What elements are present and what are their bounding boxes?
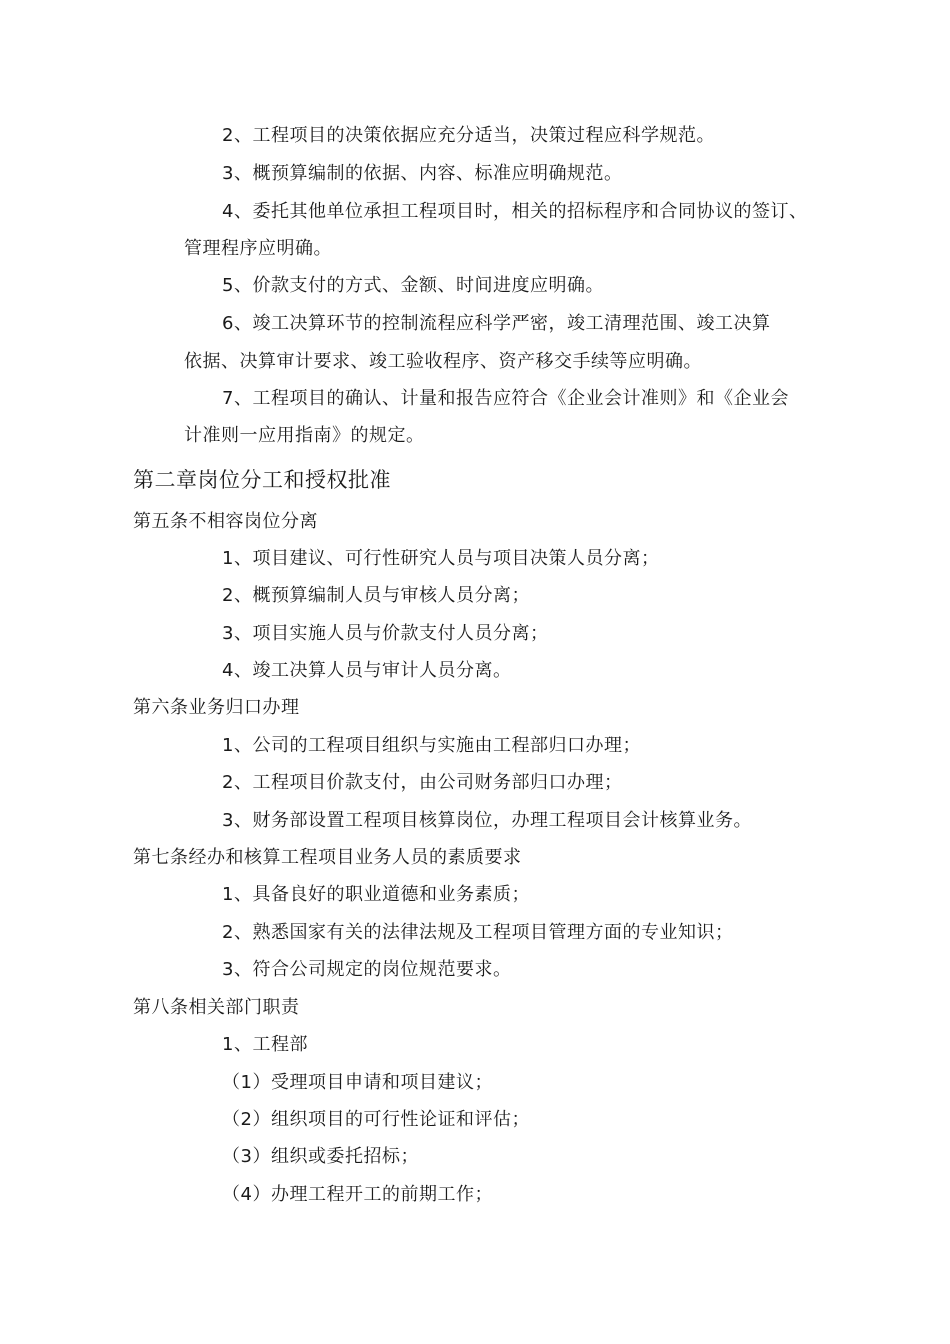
list-item-5: 5、价款支付的方式、金额、时间进度应明确。: [222, 275, 604, 296]
article-7-item-2: 2、熟悉国家有关的法律法规及工程项目管理方面的专业知识；: [222, 922, 734, 943]
list-item-3: 3、概预算编制的依据、内容、标准应明确规范。: [222, 163, 623, 184]
list-item-6-line-1: 6、竣工决算环节的控制流程应科学严密，竣工清理范围、竣工决算: [222, 313, 771, 334]
article-6-item-3: 3、财务部设置工程项目核算岗位，办理工程项目会计核算业务。: [222, 810, 752, 831]
article-5-item-1: 1、项目建议、可行性研究人员与项目决策人员分离；: [222, 548, 660, 569]
article-7-item-3: 3、符合公司规定的岗位规范要求。: [222, 959, 512, 980]
article-7-item-1: 1、具备良好的职业道德和业务素质；: [222, 884, 530, 905]
article-6-title: 第六条业务归口办理: [133, 697, 300, 718]
article-5-item-3: 3、项目实施人员与价款支付人员分离；: [222, 623, 549, 644]
list-item-4-line-1: 4、委托其他单位承担工程项目时，相关的招标程序和合同协议的签订、: [222, 201, 808, 222]
article-6-item-2: 2、工程项目价款支付，由公司财务部归口办理；: [222, 772, 623, 793]
article-5-item-4: 4、竣工决算人员与审计人员分离。: [222, 660, 512, 681]
article-8-sub-item-3: （3）组织或委托招标；: [222, 1146, 419, 1167]
article-8-sub-item-4: （4）办理工程开工的前期工作；: [222, 1184, 493, 1205]
article-6-item-1: 1、公司的工程项目组织与实施由工程部归口办理；: [222, 735, 641, 756]
article-7-title: 第七条经办和核算工程项目业务人员的素质要求: [133, 847, 522, 868]
list-item-7-line-1: 7、工程项目的确认、计量和报告应符合《企业会计准则》和《企业会: [222, 388, 789, 409]
article-5-item-2: 2、概预算编制人员与审核人员分离；: [222, 585, 530, 606]
article-8-sub-item-1: （1）受理项目申请和项目建议；: [222, 1072, 493, 1093]
list-item-6-line-2: 依据、决算审计要求、竣工验收程序、资产移交手续等应明确。: [184, 351, 702, 372]
article-8-title: 第八条相关部门职责: [133, 997, 300, 1018]
list-item-2: 2、工程项目的决策依据应充分适当，决策过程应科学规范。: [222, 125, 715, 146]
article-8-sub-item-2: （2）组织项目的可行性论证和评估；: [222, 1109, 530, 1130]
list-item-4-line-2: 管理程序应明确。: [184, 238, 332, 259]
article-5-title: 第五条不相容岗位分离: [133, 511, 318, 532]
chapter-title: 第二章岗位分工和授权批准: [133, 468, 391, 492]
list-item-7-line-2: 计准则一应用指南》的规定。: [184, 425, 425, 446]
article-8-dept-1: 1、工程部: [222, 1034, 308, 1055]
